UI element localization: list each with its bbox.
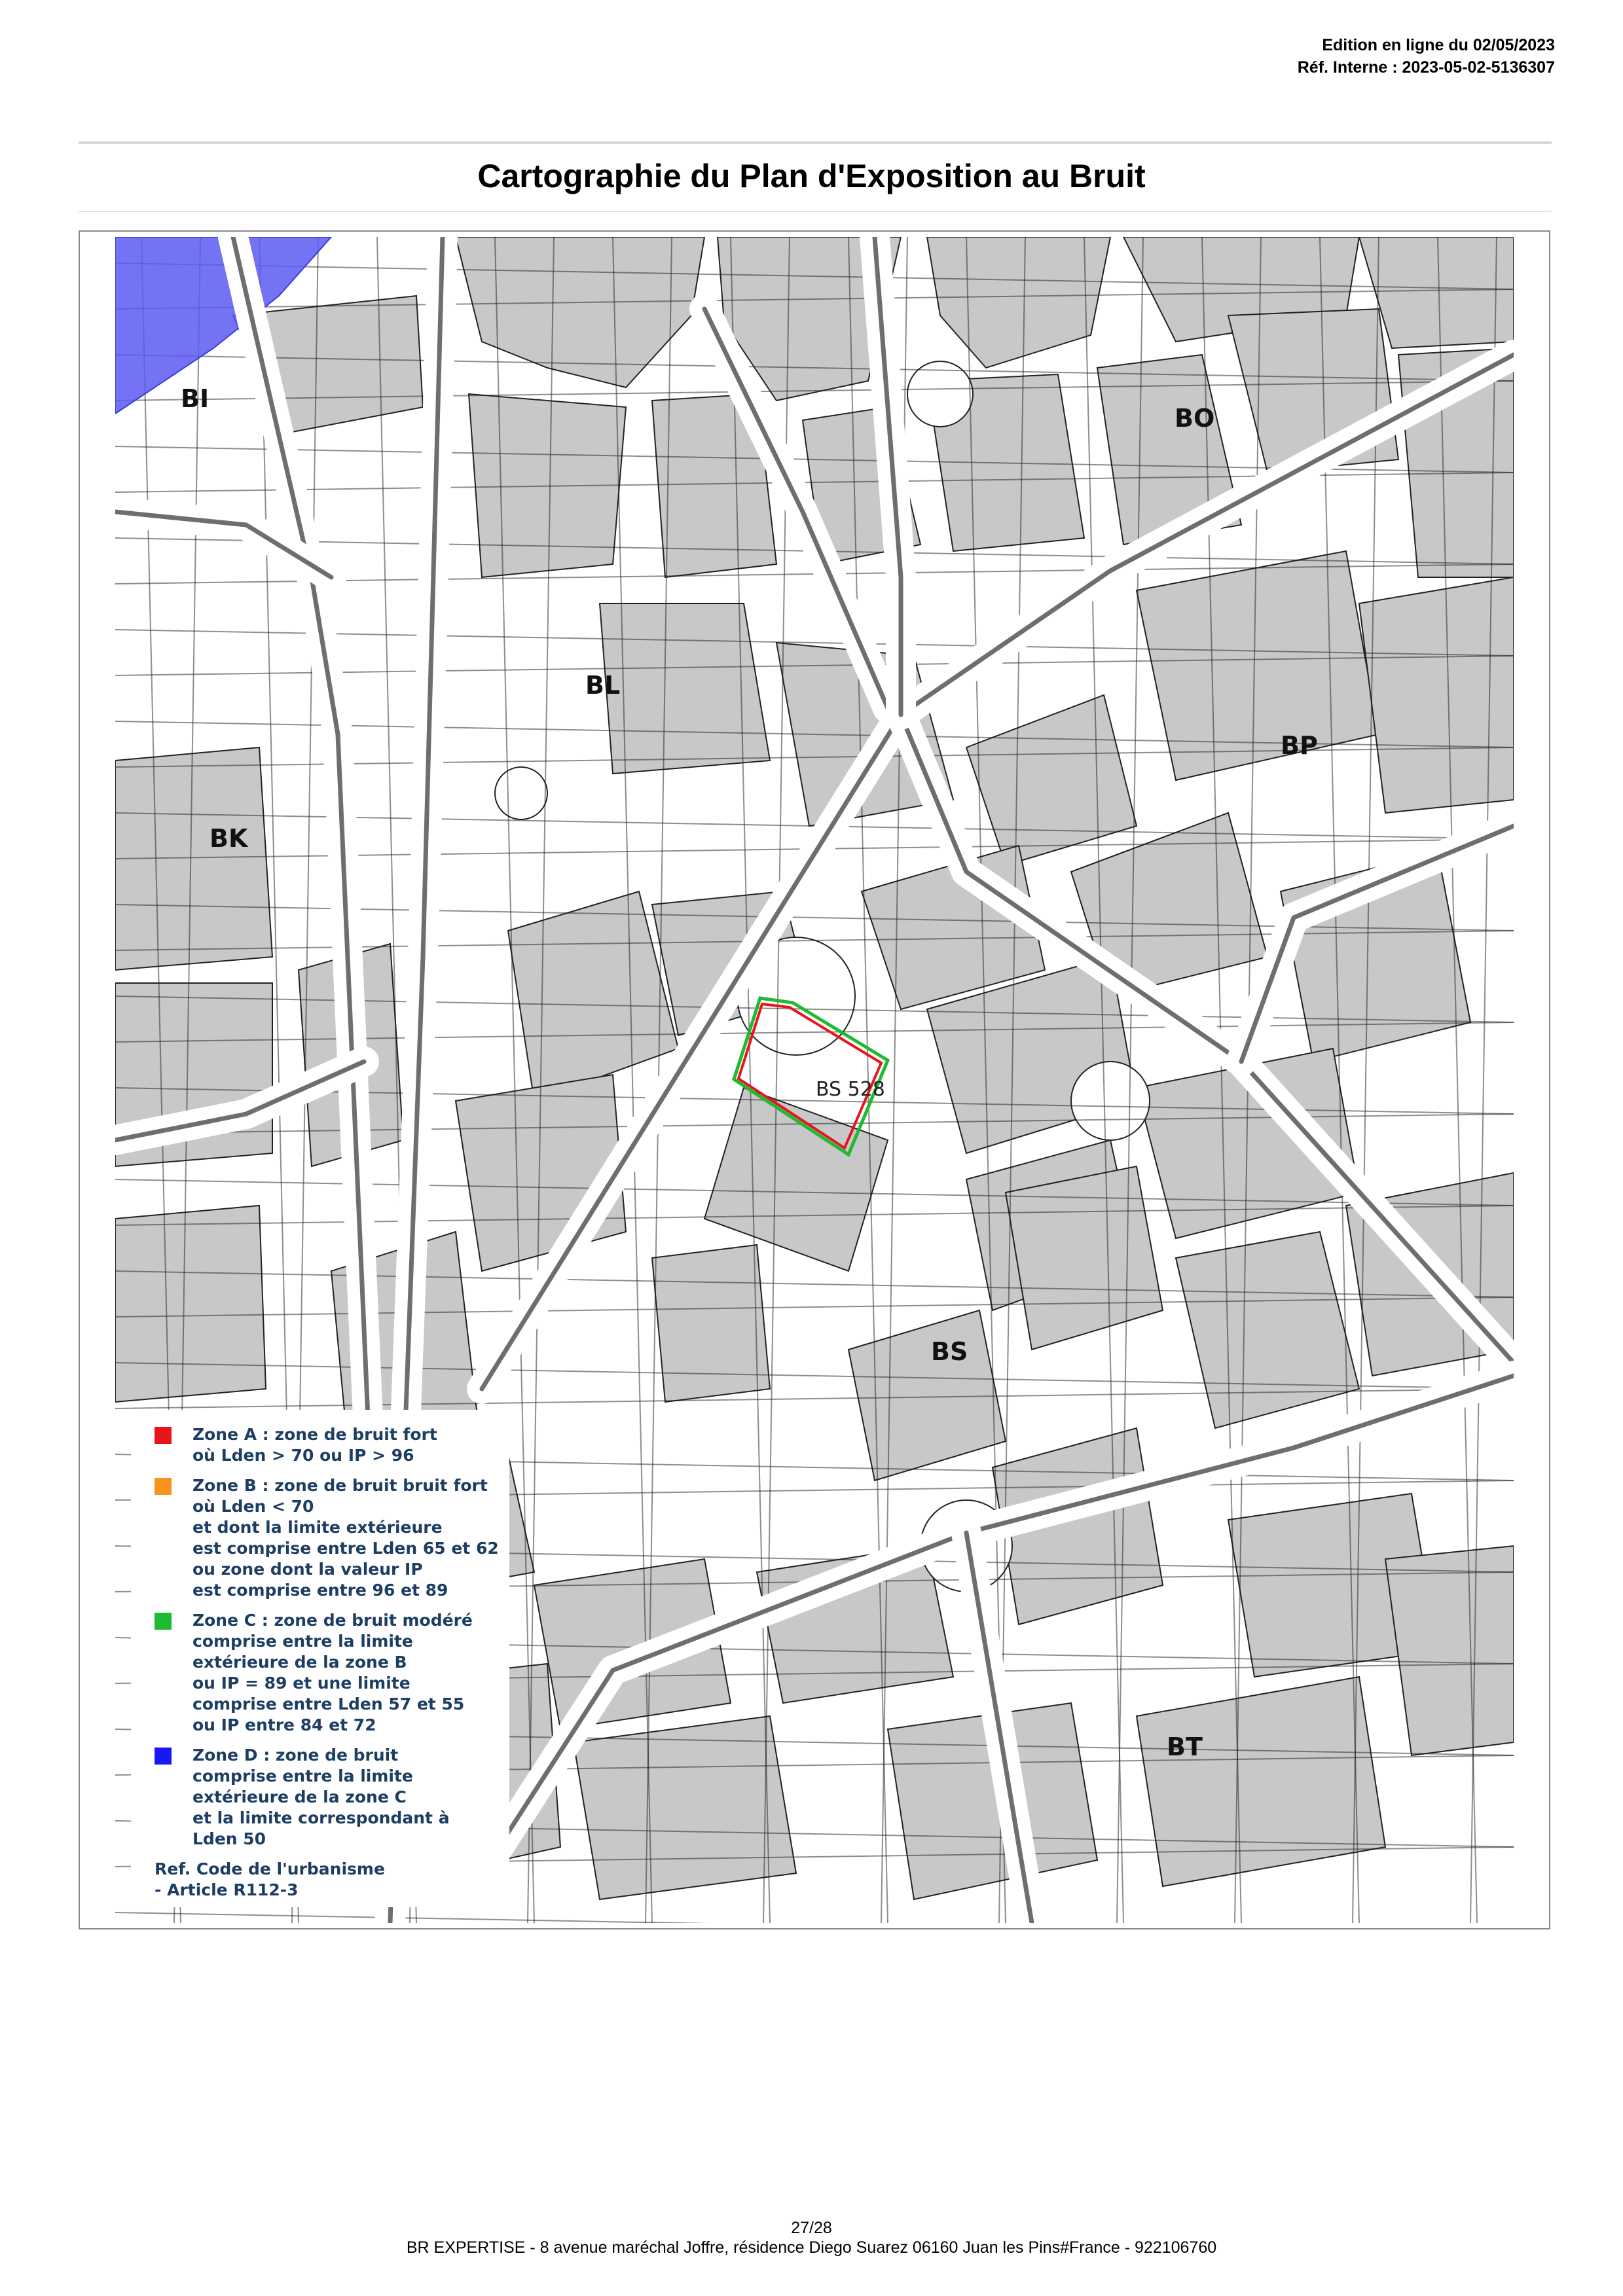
legend-item-zone-d (155, 1745, 499, 1850)
section-label-bk: BK (210, 824, 248, 853)
zone-d-text: Zone D : zone de bruit comprise entre la limite extérieure de la zone C et la limite correspondant à Lden 50 (192, 1746, 450, 1848)
page-number: 27/28 (791, 2219, 832, 2237)
zone-c-swatch (155, 1613, 172, 1630)
header-divider (79, 141, 1552, 144)
legend-item-zone-a (155, 1424, 499, 1466)
section-label-bi: BI (181, 384, 210, 413)
zone-a-swatch (155, 1427, 172, 1444)
legend-item-zone-b (155, 1475, 499, 1601)
company-address: BR EXPERTISE - 8 avenue maréchal Joffre, résidence Diego Suarez 06160 Juan les Pins#France - 922106760 (406, 2238, 1217, 2257)
legend-item-zone-c (155, 1610, 499, 1736)
legend-reference: Ref. Code de l'urbanisme - Article R112-3 (155, 1859, 385, 1899)
section-label-bt: BT (1167, 1732, 1203, 1761)
parcel-label: BS 528 (816, 1078, 885, 1101)
section-label-bp: BP (1281, 731, 1318, 760)
section-label-bs: BS (931, 1337, 968, 1366)
section-label-bl: BL (585, 671, 621, 700)
page-title: Cartographie du Plan d'Exposition au Bruit (477, 158, 1146, 194)
title-divider (79, 211, 1552, 212)
section-label-bo: BO (1175, 404, 1215, 433)
zone-c-text: Zone C : zone de bruit modéré comprise entre la limite extérieure de la zone B ou IP = 89 et une limite comprise entre Lden 57 et 55 ou IP entre 84 et 72 (192, 1611, 473, 1734)
header-reference-block (1298, 34, 1555, 79)
zone-a-text: Zone A : zone de bruit fort où Lden > 70 ou IP > 96 (192, 1425, 437, 1465)
zone-b-text: Zone B : zone de bruit bruit fort où Lden < 70 et dont la limite extérieure est comprise entre Lden 65 et 62 ou zone dont la valeur IP est comprise entre 96 et 89 (192, 1476, 499, 1600)
zone-d-swatch (155, 1748, 172, 1765)
edition-date: Edition en ligne du 02/05/2023 (1322, 36, 1555, 54)
zone-b-swatch (155, 1478, 172, 1495)
map-legend (131, 1410, 509, 1907)
internal-reference: Réf. Interne : 2023-05-02-5136307 (1297, 58, 1555, 77)
